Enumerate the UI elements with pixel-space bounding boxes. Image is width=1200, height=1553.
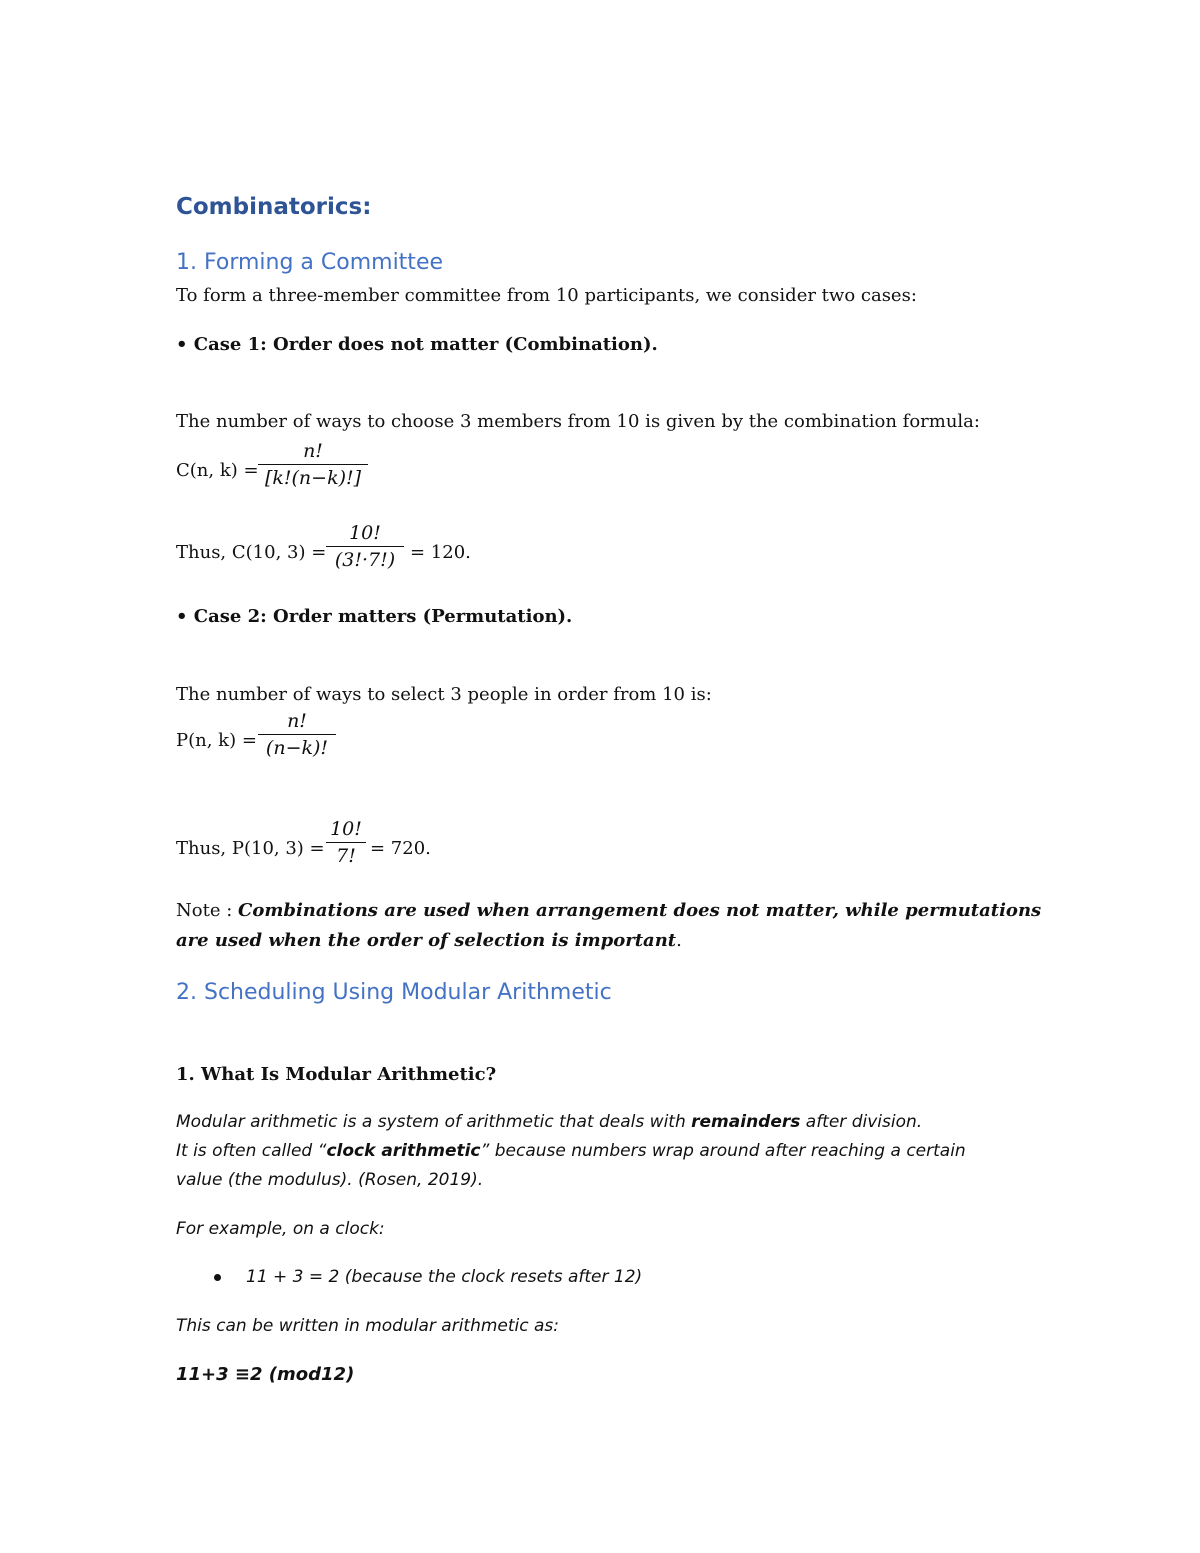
perm-formula-lhs: P(n, k) = [176, 730, 257, 751]
text-run: after division. [800, 1112, 923, 1132]
written-intro: This can be written in modular arithmetic as: [176, 1316, 560, 1336]
modular-equation: 11+3 ≡2 (mod12) [176, 1364, 355, 1385]
example-intro: For example, on a clock: [176, 1219, 385, 1239]
comb-result-fraction [326, 522, 404, 571]
text-run: Modular arithmetic is a system of arithmetic that deals with [176, 1112, 692, 1132]
example-bullet: 11 + 3 = 2 (because the clock resets after 12) [246, 1267, 643, 1287]
case1-label: • Case 1: Order does not matter (Combination). [176, 334, 658, 355]
subheading-modular-arithmetic: 1. What Is Modular Arithmetic? [176, 1064, 497, 1085]
perm-formula-fraction [258, 710, 336, 759]
perm-result-fraction [326, 818, 366, 867]
note-line1: Combinations are used when arrangement does not matter, while permutations [238, 900, 1042, 921]
modular-definition-line1 [176, 1112, 922, 1132]
section-heading-modular: 2. Scheduling Using Modular Arithmetic [176, 980, 612, 1005]
note-end: . [676, 930, 682, 951]
comb-formula-fraction [258, 440, 368, 489]
comb-formula-denominator: [k!(n−k)!] [264, 467, 362, 489]
perm-result-denominator: 7! [336, 845, 356, 867]
note-line2: are used when the order of selection is important [176, 930, 677, 951]
modular-definition-line2 [176, 1141, 966, 1161]
bullet-icon [214, 1274, 221, 1281]
comb-result-lhs: Thus, C(10, 3) = [176, 542, 327, 563]
perm-result-lhs: Thus, P(10, 3) = [176, 838, 325, 859]
comb-formula-numerator: n! [303, 440, 323, 462]
perm-formula-denominator: (n−k)! [265, 737, 329, 759]
intro-paragraph: To form a three-member committee from 10 participants, we consider two cases: [176, 285, 917, 306]
perm-result-numerator: 10! [330, 818, 362, 840]
text-run: ” because numbers wrap around after reaching a certain [480, 1141, 966, 1161]
text-run: It is often called “ [176, 1141, 327, 1161]
comb-formula-lhs: C(n, k) = [176, 460, 259, 481]
comb-result-value: = 120. [410, 542, 471, 563]
comb-result-denominator: (3!·7!) [334, 549, 396, 571]
section-heading-committee: 1. Forming a Committee [176, 250, 444, 275]
case1-description: The number of ways to choose 3 members from 10 is given by the combination formula: [176, 411, 980, 432]
case2-label: • Case 2: Order matters (Permutation). [176, 606, 573, 627]
note-paragraph [176, 900, 1041, 921]
remainders-emphasis: remainders [691, 1112, 801, 1132]
perm-result-value: = 720. [370, 838, 431, 859]
page-title: Combinatorics: [176, 194, 372, 220]
perm-formula-numerator: n! [287, 710, 307, 732]
modular-definition-line3: value (the modulus). (Rosen, 2019). [176, 1170, 484, 1190]
note-label: Note : [176, 900, 233, 921]
case2-description: The number of ways to select 3 people in order from 10 is: [176, 684, 712, 705]
comb-result-numerator: 10! [349, 522, 381, 544]
note-paragraph-line2 [176, 930, 682, 951]
clock-arithmetic-emphasis: clock arithmetic [326, 1141, 481, 1161]
